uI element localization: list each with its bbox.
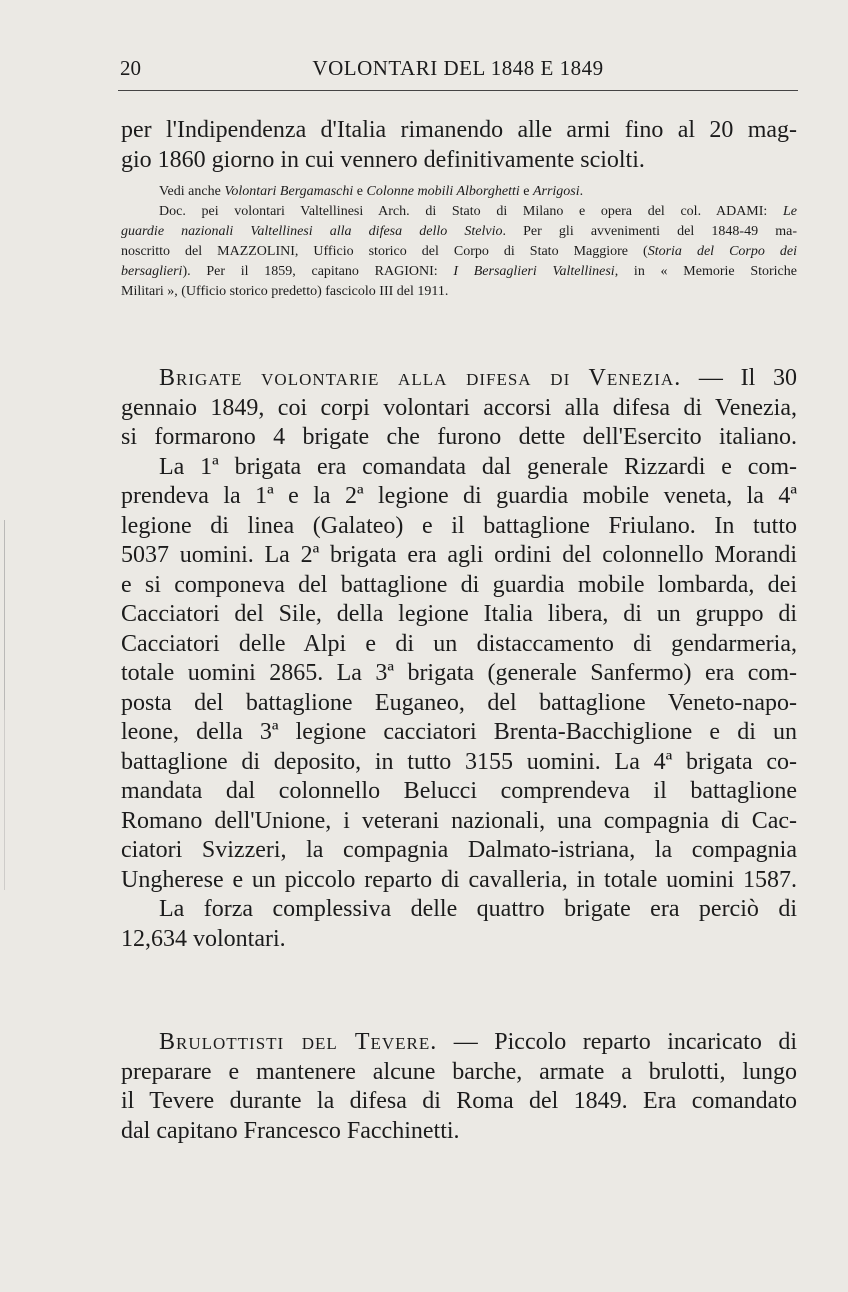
text-line: il Tevere durante la difesa di Roma del 1849. Era comandato <box>121 1088 797 1114</box>
text-line: leone, della 3ª legione cacciatori Brenta-Bacchiglione e di un <box>121 719 797 745</box>
text-line: battaglione di deposito, in tutto 3155 uomini. La 4ª brigata co- <box>121 748 797 775</box>
text-line: gennaio 1849, coi corpi volontari accorsi alla difesa di Venezia, <box>121 394 797 421</box>
section-brulottisti-tevere <box>121 1028 797 1146</box>
page-edge-mark <box>4 710 5 890</box>
section-brigate-venezia <box>121 364 797 954</box>
page-edge-mark <box>4 520 5 710</box>
text-line: La 1ª brigata era comandata dal generale Rizzardi e com- <box>159 453 797 480</box>
text-line: prendeva la 1ª e la 2ª legione di guardia mobile veneta, la 4ª <box>121 483 797 509</box>
text-line: ciatori Svizzeri, la compagnia Dalmato-istriana, la compagnia <box>121 837 797 863</box>
text-line: legione di linea (Galateo) e il battaglione Friulano. In tutto <box>121 512 797 539</box>
note-line: Doc. pei volontari Valtellinesi Arch. di Stato di Milano e opera del col. ADAMI: Le <box>159 204 797 219</box>
note-line: Vedi anche Volontari Bergamaschi e Colonne mobili Alborghetti e Arrigosi. <box>159 184 584 199</box>
note-line: bersaglieri). Per il 1859, capitano RAGIONI: I Bersaglieri Valtellinesi, in « Memorie Storiche <box>121 264 797 279</box>
text-line: dal capitano Francesco Facchinetti. <box>121 1117 460 1144</box>
running-title: VOLONTARI DEL 1848 E 1849 <box>312 56 604 80</box>
text-line: per l'Indipendenza d'Italia rimanendo alle armi fino al 20 mag- <box>121 117 797 143</box>
text-line: Romano dell'Unione, i veterani nazionali, una compagnia di Cac- <box>121 807 797 834</box>
text-line: posta del battaglione Euganeo, del battaglione Veneto-napo- <box>121 689 797 716</box>
page-header <box>120 54 796 88</box>
note-line: guardie nazionali Valtellinesi alla difesa dello Stelvio. Per gli avvenimenti del 1848-49 ma- <box>121 224 797 239</box>
text-line: si formarono 4 brigate che furono dette dell'Esercito italiano. <box>121 424 797 450</box>
header-rule <box>118 90 798 91</box>
text-line: La forza complessiva delle quattro brigate era perciò di <box>159 896 797 922</box>
text-line: mandata dal colonnello Belucci comprendeva il battaglione <box>121 778 797 804</box>
text-line: preparare e mantenere alcune barche, armate a brulotti, lungo <box>121 1058 797 1085</box>
text-line: Cacciatori del Sile, della legione Italia libera, di un gruppo di <box>121 601 797 627</box>
note-line: noscritto del MAZZOLINI, Ufficio storico del Corpo di Stato Maggiore (Storia del Corpo dei <box>121 244 797 259</box>
text-line: gio 1860 giorno in cui vennero definitivamente sciolti. <box>121 146 645 173</box>
section-heading: Brulottisti del Tevere. <box>159 1029 438 1055</box>
section-heading-line <box>121 1028 797 1058</box>
section-heading-line <box>121 364 797 394</box>
top-paragraph <box>121 116 797 175</box>
heading-continuation: — Piccolo reparto incaricato di <box>437 1029 797 1055</box>
text-line: totale uomini 2865. La 3ª brigata (generale Sanfermo) era com- <box>121 660 797 686</box>
text-line: e si componeva del battaglione di guardia mobile lombarda, dei <box>121 571 797 598</box>
bibliographic-note <box>121 182 797 302</box>
text-line: 5037 uomini. La 2ª brigata era agli ordini del colonnello Morandi <box>121 542 797 568</box>
text-line: Ungherese e un piccolo reparto di cavalleria, in totale uomini 1587. <box>121 866 797 893</box>
text-line: 12,634 volontari. <box>121 925 286 952</box>
page-number: 20 <box>120 56 141 80</box>
note-line: Militari », (Ufficio storico predetto) fascicolo III del 1911. <box>121 284 449 299</box>
text-line: Cacciatori delle Alpi e di un distaccamento di gendarmeria, <box>121 630 797 657</box>
section-heading: Brigate volontarie alla difesa di Venezia. <box>159 365 682 391</box>
heading-continuation: — Il 30 <box>681 365 797 391</box>
